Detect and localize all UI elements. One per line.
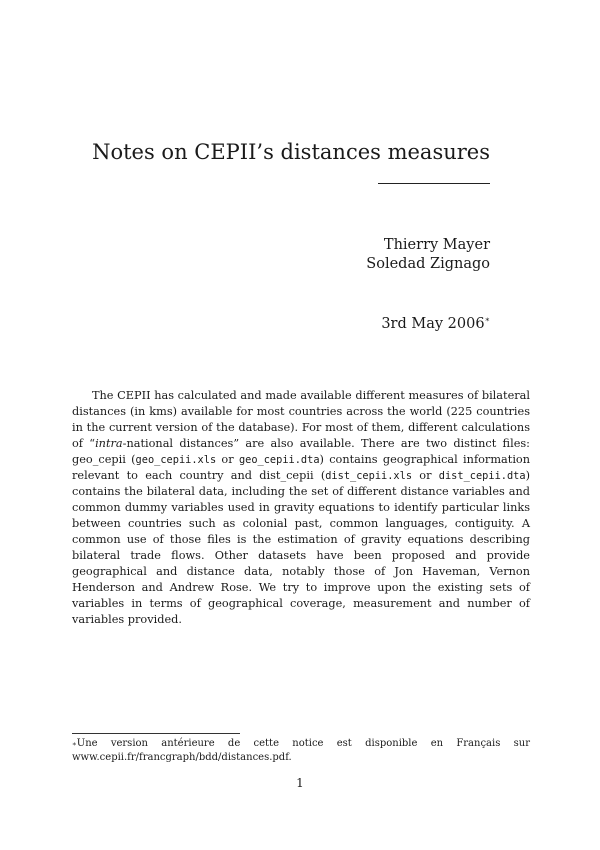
- date: [381, 316, 490, 332]
- author-name: Soledad Zignago: [366, 256, 490, 272]
- title-rule: [378, 183, 490, 184]
- author-name: Thierry Mayer: [383, 237, 490, 253]
- filename-dist-dta: dist_cepii.dta: [438, 470, 526, 482]
- footnote-rule: [72, 733, 240, 734]
- abstract-text: or: [412, 469, 439, 482]
- abstract: [72, 388, 530, 628]
- abstract-text: The CEPII has calculated and made available different measures of bilateral distances (in kms) available for most countries across the world (225 countries in the current version of the database). For most of them, different calculations of “: [72, 389, 530, 450]
- authors: [366, 236, 490, 274]
- filename-geo-dta: geo_cepii.dta: [238, 454, 320, 466]
- footnote-text: Une version antérieure de cette notice est disponible en Français sur www.cepii.fr/francgraph/bdd/distances.pdf.: [72, 738, 530, 763]
- footnote-mark: ∗: [72, 740, 77, 748]
- footnote: [72, 737, 530, 765]
- abstract-emphasis: intra: [95, 437, 123, 450]
- abstract-text: ) contains the bilateral data, including the set of different distance variables and common dummy variables used in gravity equations to identify particular links between countries such as colonial past, common languages, contiguity. A common use of those files is the estimation of gravity equations describing bilateral trade flows. Other datasets have been proposed and provide geographical and distance data, notably those of Jon Haveman, Vernon Henderson and Andrew Rose. We try to improve upon the existing sets of variables in terms of geographical coverage, measurement and number of variables provided.: [72, 469, 530, 626]
- abstract-text: -national distances” are also available. There are two distinct files: geo_cepii (: [72, 437, 530, 466]
- abstract-text: ) contains geographical information relevant to each country and dist_cepii (: [72, 453, 531, 482]
- filename-geo-xls: geo_cepii.xls: [135, 454, 217, 466]
- abstract-text: or: [216, 453, 239, 466]
- page-title: Notes on CEPII’s distances measures: [92, 140, 490, 164]
- page-number: 1: [296, 776, 304, 790]
- filename-dist-xls: dist_cepii.xls: [325, 470, 413, 482]
- date-text: 3rd May 2006: [381, 316, 485, 332]
- date-footnote-mark: ∗: [484, 315, 490, 324]
